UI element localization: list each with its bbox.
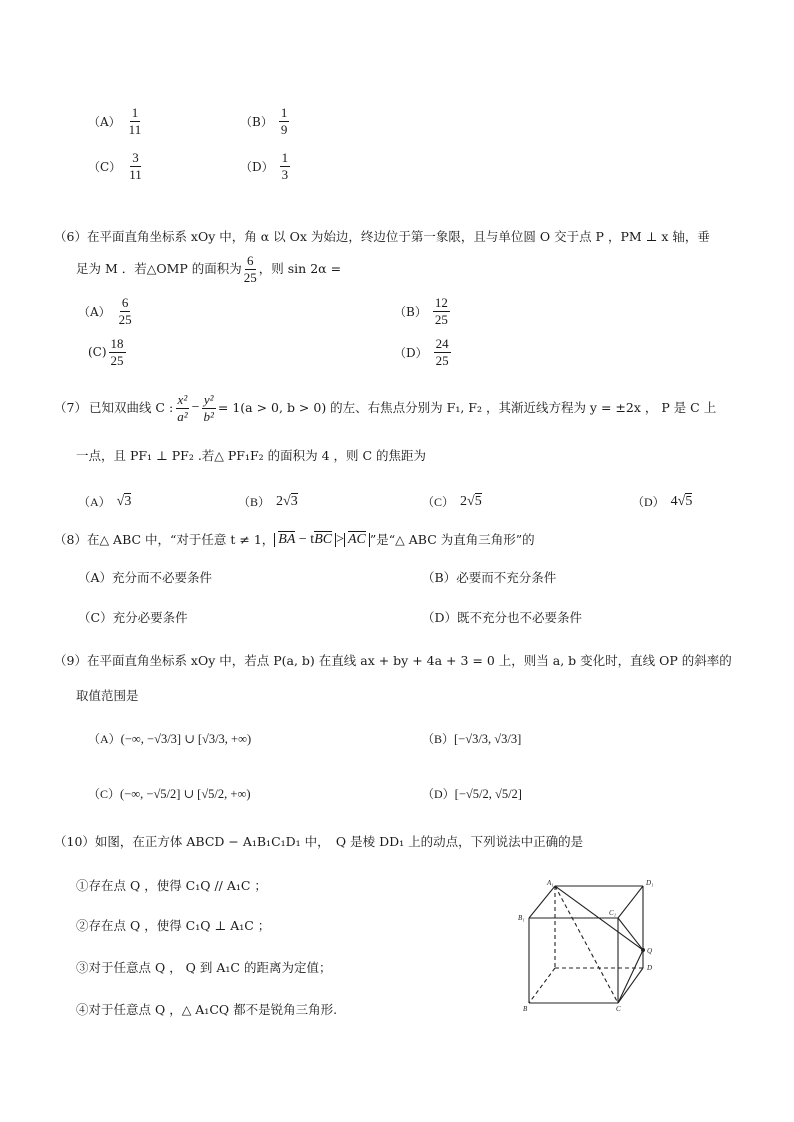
option-label: （B） xyxy=(394,304,427,319)
y2-over-b2: $\frac{\text{y²}}{\text{b²}}$ xyxy=(203,392,214,424)
q9-option-c[interactable]: （C）(−∞, −√5/2] ∪ [√5/2, +∞) xyxy=(88,787,251,801)
q8-stem: （8） 在△ ABC 中，“对于任意 t ≠ 1， BA − tBC > AC ”是“△ ABC 为直角三角形”的 xyxy=(54,531,535,547)
option-label: （A） xyxy=(88,114,121,129)
label-c: C xyxy=(616,1005,621,1013)
question-number: （8） xyxy=(54,531,87,547)
q7-option-a[interactable] xyxy=(78,493,131,510)
vector-abs-ac: AC xyxy=(344,533,370,547)
radical: 2√5 xyxy=(460,493,482,509)
q6-option-d[interactable] xyxy=(394,337,451,367)
q6-option-c[interactable] xyxy=(88,337,126,367)
point-q-marker xyxy=(641,948,645,952)
fraction: $\frac{3}{11}$ xyxy=(129,150,142,182)
label-d: D xyxy=(647,964,653,972)
option-label: （C） xyxy=(88,159,122,174)
q10-statement-2: ②存在点 Q ，使得 C₁Q ⊥ A₁C ； xyxy=(76,918,271,933)
radical: √3 xyxy=(116,493,132,509)
q10-statement-3: ③对于任意点 Q ， Q 到 A₁C 的距离为定值； xyxy=(76,960,332,975)
label-q: Q xyxy=(647,947,653,955)
q6-stem-line2: 足为 M ．若△OMP 的面积为 $\frac{6}{25}$ ，则 sin 2α = xyxy=(76,253,342,285)
fraction: $\frac{12}{25}$ xyxy=(434,295,448,327)
q5-option-a[interactable] xyxy=(88,106,143,136)
q8-option-b[interactable]: （B）必要而不充分条件 xyxy=(422,570,557,585)
q7-stem-line1: （7） 已知双曲线 C : $\frac{\text{x²}}{\text{a²}}$ − $\frac{\text{y²}}{\text{b²}}$ = 1(a > 0, b > 0) 的左、右焦点分别为 F₁, F₂ ，其渐近线方程为 y = ±2x ， P 是 C 上 xyxy=(54,392,717,424)
q9-option-a[interactable]: （A）(−∞, −√3/3] ∪ [√3/3, +∞) xyxy=(88,732,252,746)
option-label: （D） xyxy=(394,345,428,360)
fraction: $\frac{6}{25}$ xyxy=(118,295,132,327)
cube-figure xyxy=(515,878,665,1013)
area-fraction: $\frac{6}{25}$ xyxy=(243,253,257,285)
fraction: $\frac{18}{25}$ xyxy=(110,336,124,368)
q8-option-c[interactable]: （C）充分必要条件 xyxy=(78,610,188,625)
label-b: B xyxy=(523,1005,528,1013)
option-label: （A） xyxy=(78,304,111,319)
q6-stem-line1: （6）在平面直角坐标系 xOy 中，角 α 以 Ox 为始边，终边位于第一象限，且与单位圆 O 交于点 P ，PM ⊥ x 轴，垂 xyxy=(54,229,710,244)
option-label: （A） xyxy=(78,570,113,585)
q8-option-d[interactable]: （D）既不充分也不必要条件 xyxy=(422,610,583,625)
option-label: （A） xyxy=(88,732,121,746)
q7-option-d[interactable] xyxy=(632,493,692,510)
q5-option-b[interactable] xyxy=(240,106,289,136)
q5-option-c[interactable] xyxy=(88,151,144,181)
question-number: （10） xyxy=(54,834,95,849)
q8-option-a[interactable]: （A）充分而不必要条件 xyxy=(78,570,213,585)
label-a1: A₁ xyxy=(547,879,554,887)
q10-statement-4: ④对于任意点 Q ，△ A₁CQ 都不是锐角三角形. xyxy=(76,1002,338,1017)
q10-stem: （10）如图，在正方体 ABCD − A₁B₁C₁D₁ 中， Q 是棱 DD₁ 上的动点，下列说法中正确的是 xyxy=(54,834,584,849)
fraction: $\frac{1}{3}$ xyxy=(281,150,289,182)
q7-stem-line2: 一点，且 PF₁ ⊥ PF₂ .若△ PF₁F₂ 的面积为 4 ，则 C 的焦距为 xyxy=(76,448,427,463)
radical: 2√3 xyxy=(276,493,298,509)
option-label: （C） xyxy=(422,495,455,509)
fraction: $\frac{1}{9}$ xyxy=(280,105,288,137)
option-label: （B） xyxy=(238,495,271,509)
option-label: （D） xyxy=(632,495,665,509)
option-label: （D） xyxy=(422,610,458,625)
option-label: （D） xyxy=(422,787,455,801)
q7-option-b[interactable] xyxy=(238,493,298,510)
q10-statement-1: ①存在点 Q ，使得 C₁Q // A₁C ； xyxy=(76,878,267,893)
option-label: （B） xyxy=(422,732,455,746)
fraction: $\frac{1}{11}$ xyxy=(128,105,142,137)
option-label: （A） xyxy=(78,495,111,509)
option-label: （B） xyxy=(422,570,457,585)
option-label: （C） xyxy=(88,787,121,801)
label-d1: D₁ xyxy=(646,879,654,887)
option-label: （B） xyxy=(240,114,273,129)
q9-stem-line1: （9）在平面直角坐标系 xOy 中，若点 P(a, b) 在直线 ax + by + 4a + 3 = 0 上，则当 a, b 变化时，直线 OP 的斜率的 xyxy=(54,653,732,668)
q9-option-b[interactable]: （B）[−√3/3, √3/3] xyxy=(422,732,522,746)
q6-option-a[interactable] xyxy=(78,296,134,326)
option-label: （D） xyxy=(240,159,274,174)
radical: 4√5 xyxy=(670,493,693,509)
q9-option-d[interactable]: （D）[−√5/2, √5/2] xyxy=(422,787,522,801)
fraction: $\frac{24}{25}$ xyxy=(435,336,449,368)
question-number: （7） xyxy=(54,399,87,415)
question-number: （6） xyxy=(54,229,87,244)
label-b1: B₁ xyxy=(518,914,525,922)
q7-option-c[interactable] xyxy=(422,493,482,510)
x2-over-a2: $\frac{\text{x²}}{\text{a²}}$ xyxy=(177,392,188,424)
option-label: (C) xyxy=(88,345,107,360)
label-c1: C₁ xyxy=(609,909,617,917)
q6-option-b[interactable] xyxy=(394,296,450,326)
option-label: （C） xyxy=(78,610,113,625)
q9-stem-line2: 取值范围是 xyxy=(76,688,139,703)
q5-option-d[interactable] xyxy=(240,151,290,181)
question-number: （9） xyxy=(54,653,87,668)
vector-abs-expression: BA − tBC xyxy=(274,533,336,547)
